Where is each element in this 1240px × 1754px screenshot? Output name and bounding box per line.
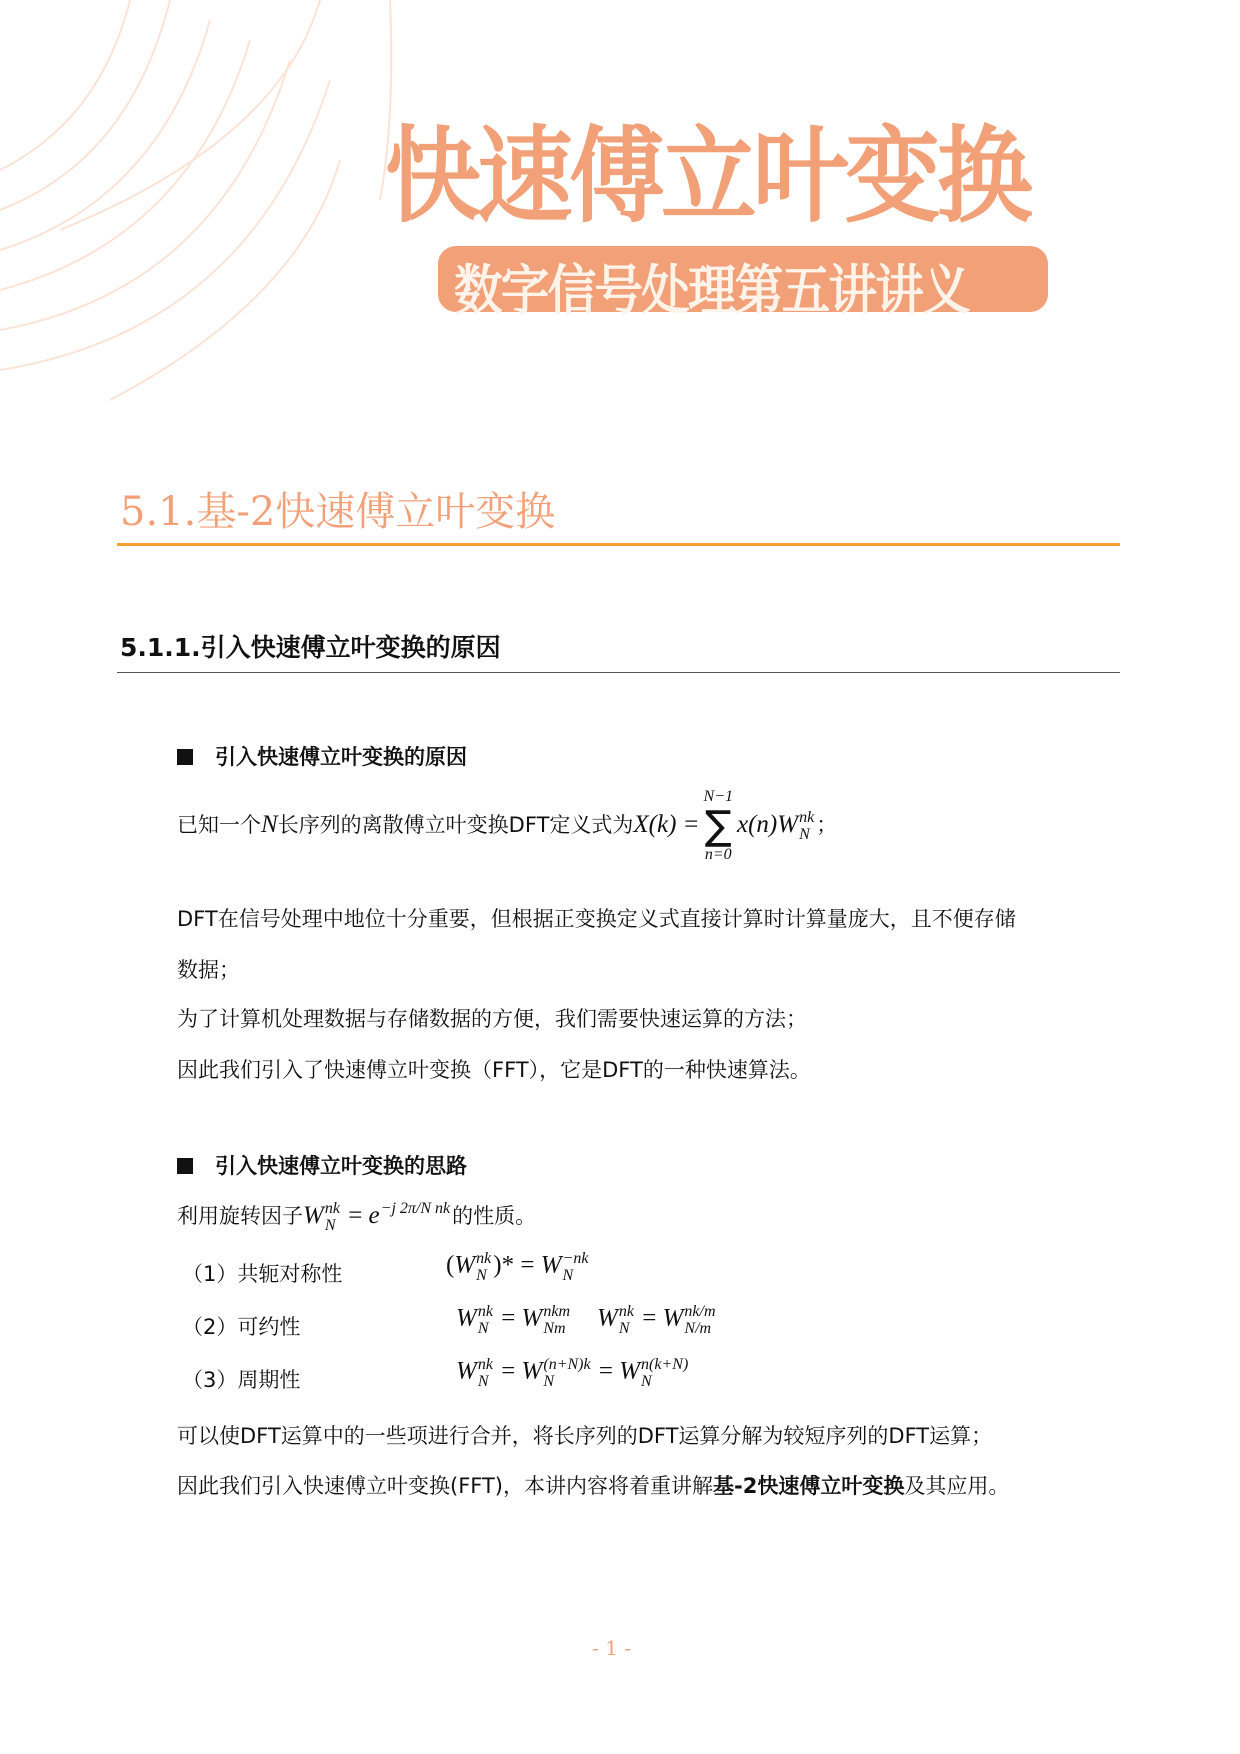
text: 已知一个 (177, 813, 261, 837)
text: 因此我们引入快速傅立叶变换(FFT)，本讲内容将着重讲解 (177, 1474, 714, 1498)
math-sup: nk (799, 809, 815, 827)
bullet-heading-1 (177, 741, 467, 771)
property-label: （3）周期性 (182, 1368, 301, 1392)
math-lhs: X(k) = (633, 811, 700, 838)
section-divider (117, 543, 1120, 546)
property-formula: (W nk N )* = W −nk N (446, 1250, 589, 1284)
bold-text: 基-2快速傅立叶变换 (713, 1474, 905, 1498)
paragraph: 数据； (177, 958, 240, 982)
cover-title: 快速傅立叶变换 (385, 114, 1030, 237)
paragraph: 因此我们引入了快速傅立叶变换（FFT），它是DFT的一种快速算法。 (177, 1058, 811, 1082)
text: 的性质。 (452, 1204, 537, 1228)
math-sub: N (799, 826, 810, 844)
bullet-heading-2 (177, 1150, 467, 1180)
paragraph: 为了计算机处理数据与存储数据的方便，我们需要快速运算的方法； (177, 1007, 807, 1031)
text: 及其应用。 (904, 1474, 1010, 1498)
property-formula: W nk N = W nkm Nm W nk N = W nk/m N/m (456, 1303, 716, 1337)
section-title: 5.1.基-2快速傅立叶变换 (120, 489, 556, 535)
cover-subtitle: 数字信号处理第五讲讲义 (454, 258, 969, 322)
square-bullet-icon (177, 749, 193, 765)
text: ； (816, 813, 838, 837)
sum-icon: N−1 ∑ n=0 (703, 788, 734, 863)
sum-lower: n=0 (704, 846, 732, 863)
property-label: （1）共轭对称性 (182, 1262, 343, 1286)
subsection-divider (117, 672, 1120, 673)
cover-subtitle-badge (438, 246, 1048, 322)
math-N: N (261, 811, 278, 838)
subsection-title: 5.1.1.引入快速傅立叶变换的原因 (120, 633, 501, 662)
math-rhs: x(n)W (737, 811, 799, 838)
heading-text: 引入快速傅立叶变换的原因 (215, 745, 467, 769)
text: 利用旋转因子 (177, 1204, 303, 1228)
twiddle-intro (177, 1200, 536, 1234)
paragraph (177, 1470, 1009, 1500)
text: 长序列的离散傅立叶变换DFT定义式为 (277, 813, 634, 837)
twiddle-formula: W nk N = e −j 2π/N nk (303, 1200, 451, 1235)
paragraph: DFT在信号处理中地位十分重要，但根据正变换定义式直接计算时计算量庞大，且不便存储 (177, 907, 1016, 931)
property-formula: W nk N = W (n+N)k N = W n(k+N) N (456, 1356, 689, 1390)
page-number: - 1 - (592, 1636, 631, 1660)
square-bullet-icon (177, 1158, 193, 1174)
heading-text: 引入快速傅立叶变换的思路 (215, 1154, 467, 1178)
property-label: （2）可约性 (182, 1315, 301, 1339)
paragraph: 可以使DFT运算中的一些项进行合并，将长序列的DFT运算分解为较短序列的DFT运算； (177, 1424, 993, 1448)
dft-definition (177, 788, 837, 864)
sum-upper: N−1 (703, 788, 734, 805)
